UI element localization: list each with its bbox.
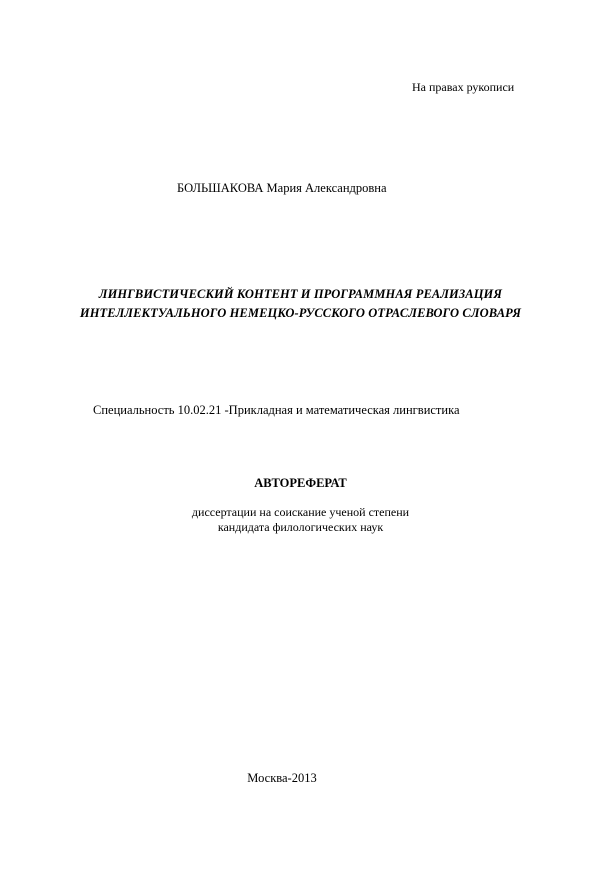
- author-name: БОЛЬШАКОВА Мария Александровна: [177, 181, 387, 195]
- title-line-2: ИНТЕЛЛЕКТУАЛЬНОГО НЕМЕЦКО-РУССКОГО ОТРАСЛЕВОГО СЛОВАРЯ: [79, 306, 522, 320]
- document-type-label: АВТОРЕФЕРАТ: [254, 476, 347, 490]
- degree-line-1: диссертации на соискание ученой степени: [191, 505, 410, 519]
- title-line-1: ЛИНГВИСТИЧЕСКИЙ КОНТЕНТ И ПРОГРАММНАЯ РЕАЛИЗАЦИЯ: [98, 287, 503, 301]
- specialty-line: Специальность 10.02.21 -Прикладная и математическая лингвистика: [93, 403, 460, 417]
- dissertation-title: [40, 285, 561, 323]
- degree-description: [0, 505, 601, 535]
- city-year: Москва-2013: [247, 771, 317, 785]
- degree-line-2: кандидата филологических наук: [217, 520, 384, 534]
- rights-note: На правах рукописи: [412, 80, 515, 94]
